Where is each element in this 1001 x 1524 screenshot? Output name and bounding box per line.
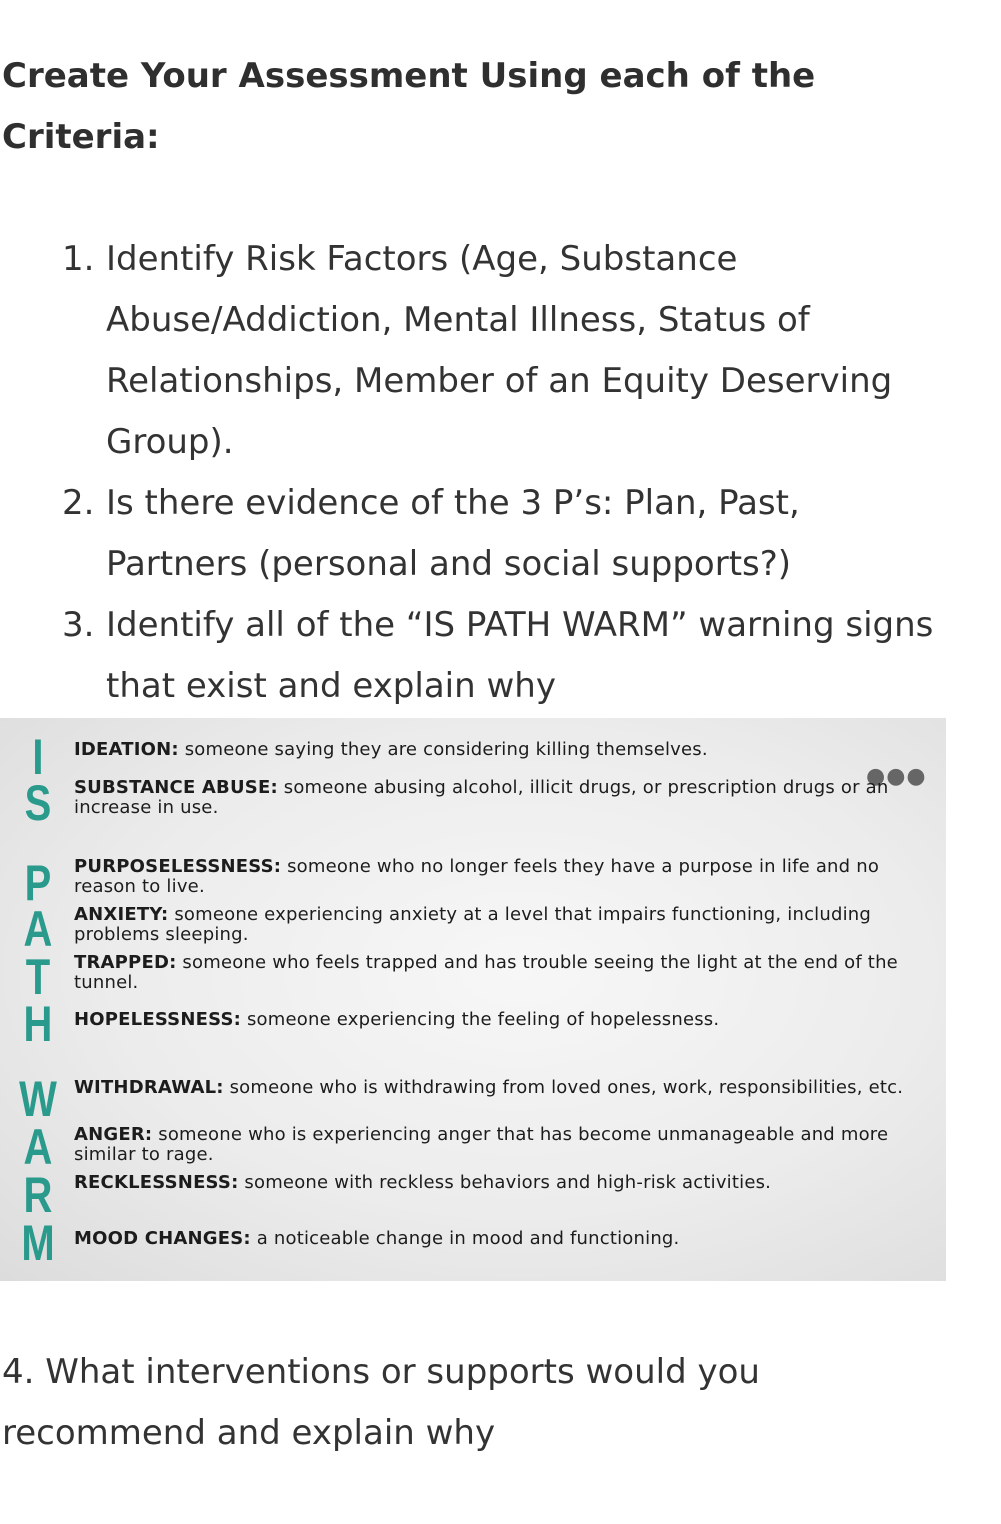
warning-sign-term: HOPELESSNESS: <box>74 1009 242 1030</box>
warning-sign-trapped <box>74 953 919 993</box>
warning-sign-desc: someone experiencing anxiety at a level that impairs functioning, including problems sleeping. <box>74 904 872 945</box>
acronym-letter: M <box>21 1215 55 1271</box>
criteria-item <box>0 595 980 717</box>
warning-sign-purposelessness <box>74 857 919 897</box>
warning-sign-anger <box>74 1125 919 1165</box>
page-title: Create Your Assessment Using each of the Criteria: <box>2 56 816 157</box>
warning-sign-desc: a noticeable change in mood and functioning. <box>256 1228 680 1249</box>
criteria-text: Identify Risk Factors (Age, Substance Abuse/Addiction, Mental Illness, Status of Relationships, Member of an Equity Deserving Group). <box>106 239 893 462</box>
criteria-item <box>0 473 980 595</box>
warning-sign-term: TRAPPED: <box>74 952 177 973</box>
warning-sign-withdrawal <box>74 1078 919 1098</box>
acronym-letter: R <box>23 1167 53 1223</box>
warning-sign-desc: someone who is experiencing anger that has become unmanageable and more similar to rage. <box>74 1124 889 1165</box>
warning-sign-term: PURPOSELESSNESS: <box>74 856 282 877</box>
more-dots-icon[interactable]: ●●● <box>866 764 927 789</box>
warning-sign-substance-abuse <box>74 778 919 818</box>
warning-sign-term: WITHDRAWAL: <box>74 1077 224 1098</box>
warning-sign-hopelessness <box>74 1010 919 1030</box>
criteria-number: 3. <box>62 605 95 645</box>
warning-sign-desc: someone saying they are considering killing themselves. <box>184 739 708 760</box>
warning-sign-desc: someone experiencing the feeling of hopelessness. <box>246 1009 720 1030</box>
warning-sign-term: ANGER: <box>74 1124 153 1145</box>
warning-sign-term: RECKLESSNESS: <box>74 1172 239 1193</box>
acronym-letter: H <box>23 996 53 1052</box>
criteria-text: Is there evidence of the 3 P’s: Plan, Past, Partners (personal and social supports?) <box>106 483 800 584</box>
criteria-item <box>0 229 980 473</box>
warning-sign-desc: someone with reckless behaviors and high-risk activities. <box>244 1172 772 1193</box>
warning-sign-desc: someone who feels trapped and has trouble seeing the light at the end of the tunnel. <box>74 952 898 993</box>
warning-sign-anxiety <box>74 905 919 945</box>
warning-sign-term: MOOD CHANGES: <box>74 1228 251 1249</box>
acronym-letter: P <box>24 855 52 911</box>
acronym-letter: I <box>32 729 44 785</box>
warning-sign-mood-changes <box>74 1229 919 1249</box>
warning-sign-desc: someone who is withdrawing from loved ones, work, responsibilities, etc. <box>229 1077 904 1098</box>
warning-sign-term: SUBSTANCE ABUSE: <box>74 777 278 798</box>
warning-sign-ideation <box>74 740 919 760</box>
acronym-letter: T <box>25 949 51 1005</box>
criteria-list <box>0 229 980 717</box>
criteria-number: 1. <box>62 239 95 279</box>
warning-sign-term: IDEATION: <box>74 739 179 760</box>
acronym-letter: S <box>24 775 52 831</box>
warning-sign-desc: someone abusing alcohol, illicit drugs, or prescription drugs or an increase in use. <box>74 777 889 818</box>
warning-sign-term: ANXIETY: <box>74 904 169 925</box>
acronym-letter: A <box>23 901 53 957</box>
warning-sign-desc: someone who no longer feels they have a purpose in life and no reason to live. <box>74 856 880 897</box>
is-path-warm-infographic <box>0 718 946 1281</box>
criteria-number: 2. <box>62 483 95 523</box>
criteria-text: Identify all of the “IS PATH WARM” warning signs that exist and explain why <box>106 605 934 706</box>
acronym-letter: W <box>19 1071 57 1127</box>
question-4: 4. What interventions or supports would you recommend and explain why <box>2 1352 760 1453</box>
acronym-letter: A <box>23 1119 53 1175</box>
warning-sign-recklessness <box>74 1173 919 1193</box>
